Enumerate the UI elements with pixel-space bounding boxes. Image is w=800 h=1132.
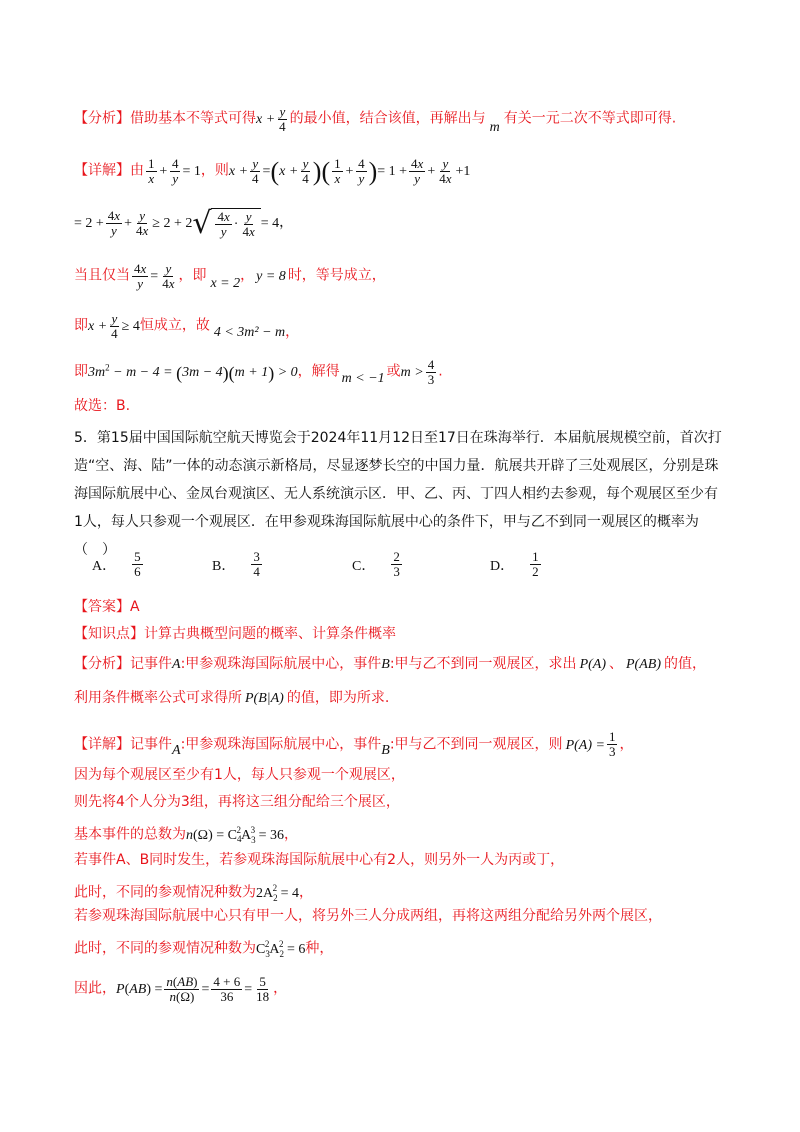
option-d-letter: D． <box>490 558 515 574</box>
line6-text-b: ，解得 <box>297 363 340 380</box>
reason-line-2: 则先将4个人分为3组，再将这三组分配给三个展区， <box>74 794 400 810</box>
xiangjie-text-b: ，则 <box>200 162 229 179</box>
x-value: x = 2 <box>210 275 241 291</box>
case-count-text-1: 此时，不同的参观情况种数为 <box>74 884 256 901</box>
case-count-line-1 <box>74 878 313 907</box>
reason-line-1: 因为每个观展区至少有1人，每人只参观一个观展区， <box>74 767 405 783</box>
expr-x-plus-y4: x + $\frac{y}{4}$ <box>256 104 286 134</box>
knowledge-tag: 【知识点】 <box>74 626 144 642</box>
prob-b-given-a: P(B|A) <box>245 691 284 706</box>
amgm-expr: = 2 + $\frac{4x}{y}$ + $\frac{y}{4x}$ ≥ 2 + 2 √ $\frac{4x}{y}$ · $\frac{y}{4x}$ = 4 <box>74 205 280 241</box>
result-end: ， <box>273 980 288 997</box>
analysis-line-2 <box>74 688 389 709</box>
prob-ab: P(AB) <box>626 657 661 672</box>
line4-text-b: ，即 <box>178 267 207 284</box>
detail-c: :甲与乙不到同一观展区，则 <box>389 736 563 753</box>
fenxi-tag: 【分析】 <box>74 110 130 127</box>
detail-prob-a: P(A) = <box>565 737 605 753</box>
detail-end: ， <box>619 736 634 753</box>
analysis-e: 的值， <box>663 656 706 672</box>
option-d[interactable] <box>490 550 543 579</box>
line6-text-a: 即 <box>74 363 88 380</box>
solution-1: m < −1 <box>341 370 385 386</box>
event-a: A <box>172 657 181 672</box>
total-formula: $n(\Omega) = C_4^2A_3^3 = 36$ <box>186 825 284 845</box>
solution-2: m > $\frac{4}{3}$ <box>400 356 435 387</box>
detail-prob-a-value: $\frac{1}{3}$ <box>608 729 616 759</box>
option-b-letter: B． <box>212 558 236 574</box>
case-count-end-2: 种， <box>305 940 334 957</box>
total-end: ， <box>284 826 298 843</box>
answer-line: 故选：B. <box>74 398 131 414</box>
line5-text-a: 即 <box>74 317 88 334</box>
answer-tag: 【答案】 <box>74 599 130 615</box>
xiangjie-line <box>74 157 470 186</box>
result-formula: P(AB) = $\frac{n(AB)}{n(\Omega)}$ = $\frac{4 + 6}{36}$ = $\frac{5}{18}$ <box>116 974 270 1004</box>
line6-end: . <box>438 363 443 380</box>
line4-text-c: 时，等号成立， <box>287 267 386 284</box>
case-line-1: 若事件A、B同时发生，若参观珠海国际航展中心有2人，则另外一人为丙或丁， <box>74 852 565 868</box>
xiangjie-text-a: 由 <box>130 162 144 179</box>
case-count-formula-1: $2A_2^2 = 4$ <box>256 883 300 903</box>
fenxi-text-a: 借助基本不等式可得 <box>130 110 256 127</box>
prob-a: P(A) <box>579 657 606 672</box>
total-text: 基本事件的总数为 <box>74 826 186 843</box>
analysis-tag: 【分析】 <box>74 656 130 672</box>
forall-expr: x + $\frac{y}{4}$ ≥ 4 <box>88 311 140 341</box>
detail-event-a: A <box>172 742 181 758</box>
detail-tag: 【详解】 <box>74 736 130 753</box>
total-line <box>74 820 298 849</box>
knowledge-line <box>74 624 396 644</box>
option-c-letter: C． <box>352 558 376 574</box>
option-b[interactable] <box>212 550 264 579</box>
option-c[interactable] <box>352 550 404 579</box>
analysis2-a: 利用条件概率公式可求得所 <box>74 690 242 706</box>
detail-event-b: B <box>381 742 390 758</box>
question-text: 第15届中国国际航空航天博览会于2024年11月12日至17日在珠海举行．本届航展规模空前，首次打造“空、海、陆”一体的动态演示新格局，尽显逐梦长空的中国力量．航展共开辟了三处观展区，分别是珠海国际航展中心、金凤台观演区、无人系统演示区．甲、乙、丙、丁四人相约去参观，每个观展区至少有1人，每人只参观一个观展区．在甲参观珠海国际航展中心的条件下，甲与乙不到同一观展区的概率为（ ） <box>74 430 722 558</box>
y-value: y = 8 <box>256 268 286 284</box>
line5-text-b: 恒成立，故 <box>139 317 210 334</box>
option-a-value: $\frac{5}{6}$ <box>134 549 141 579</box>
question-number: 5． <box>74 430 97 446</box>
detail-b: :甲参观珠海国际航展中心，事件 <box>180 736 382 753</box>
event-b: B <box>381 657 390 672</box>
analysis-d: 、 <box>609 656 623 672</box>
line5-end: ， <box>285 323 300 340</box>
fenxi-text-c: 有关一元二次不等式即可得. <box>503 110 677 127</box>
case-count-text-2: 此时，不同的参观情况种数为 <box>74 940 256 957</box>
factor-expr: $3m^2 - m - 4 = (3m - 4)(m + 1) > 0$ <box>88 362 298 383</box>
ineq-line <box>74 205 294 241</box>
option-d-value: $\frac{1}{2}$ <box>532 549 539 579</box>
xiangjie-tag: 【详解】 <box>74 162 130 179</box>
line6-text-c: 或 <box>386 363 401 380</box>
fenxi-text-b: 的最小值，结合该值，再解出与 <box>289 110 486 127</box>
question-5 <box>74 424 726 564</box>
option-c-value: $\frac{2}{3}$ <box>393 549 400 579</box>
fenxi-line <box>74 105 676 134</box>
condition-expr: $\frac{1}{x}$ + $\frac{4}{y}$ = 1 <box>148 156 201 186</box>
solve-line <box>74 357 443 387</box>
line3-end: ， <box>279 214 294 231</box>
knowledge-text: 计算古典概型问题的概率、计算条件概率 <box>144 626 396 642</box>
analysis2-b: 的值，即为所求. <box>286 690 390 706</box>
option-a-letter: A． <box>92 558 117 574</box>
equality-cond: $\frac{4x}{y}$ = $\frac{y}{4x}$ <box>134 261 175 291</box>
case-count-end-1: ， <box>299 884 314 901</box>
result-text: 因此， <box>74 980 116 997</box>
detail-line <box>74 730 633 759</box>
var-m: m <box>489 119 500 135</box>
analysis-line <box>74 654 706 675</box>
m-ineq: 4 < 3m² − m <box>213 324 286 340</box>
option-a[interactable] <box>92 550 145 579</box>
equality-line <box>74 262 386 291</box>
expand-expr: x + $\frac{y}{4}$ =(x + $\frac{y}{4}$ )( $\frac{1}{x}$ + $\frac{4}{y}$ )= 1 + $\frac{4x}{y}$ + $\frac{y}{4x}$ +1 <box>228 156 471 186</box>
case-count-formula-2: $C_3^2A_2^2 = 6$ <box>256 939 306 959</box>
line4-text-a: 当且仅当 <box>74 267 130 284</box>
forall-line <box>74 312 299 341</box>
analysis-c: :甲与乙不到同一观展区，求出 <box>389 656 577 672</box>
answer-value: A <box>130 599 140 615</box>
option-b-value: $\frac{3}{4}$ <box>253 549 260 579</box>
analysis-a: 记事件 <box>130 656 172 672</box>
analysis-b: :甲参观珠海国际航展中心，事件 <box>180 656 382 672</box>
result-line <box>74 975 287 1004</box>
answer-tag-line <box>74 597 140 617</box>
case-count-line-2 <box>74 934 333 963</box>
case-line-2: 若参观珠海国际航展中心只有甲一人，将另外三人分成两组，再将这两组分配给另外两个展区， <box>74 908 662 924</box>
line4-sep: ， <box>240 267 255 284</box>
detail-a: 记事件 <box>130 736 172 753</box>
options-row <box>74 550 724 590</box>
